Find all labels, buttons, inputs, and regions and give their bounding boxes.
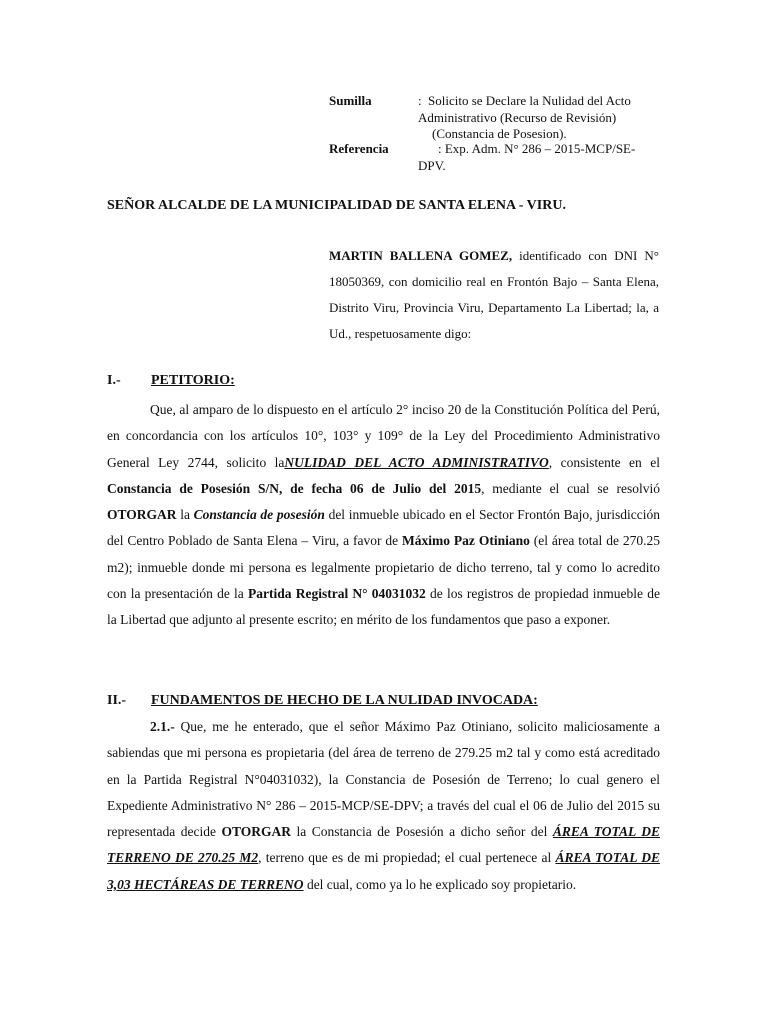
section-2-title: FUNDAMENTOS DE HECHO DE LA NULIDAD INVOCADA: [151,693,538,708]
petitioner-name: MARTIN BALLENA GOMEZ, [329,248,513,263]
referencia-label: Referencia [329,141,389,156]
intro-paragraph [329,243,659,347]
nulidad-emphasis: NULIDAD DEL ACTO ADMINISTRATIVO [284,454,549,470]
text-run: , terreno que es de mi propiedad; el cual pertenece al [258,850,556,866]
sumilla-line-2: Administrativo (Recurso de Revisión) [418,110,617,125]
constancia-emphasis: Constancia de Posesión S/N, de fecha 06 de Julio del 2015 [107,480,482,496]
addressee: SEÑOR ALCALDE DE LA MUNICIPALIDAD DE SANTA ELENA - VIRU. [107,198,566,213]
text-run: (el área total de 270.25 m2); inmueble donde mi persona es legalmente propietario de dicho terreno, tal y como lo acredito con la presentación de la [107,533,660,602]
area-terreno-emphasis: ÁREA TOTAL DE TERRENO DE 270.25 M2 [107,824,660,866]
partida-emphasis: Partida Registral N° 04031032 [248,586,426,602]
fundamentos-paragraph [107,714,660,898]
section-1-number: I.- [107,373,121,388]
sumilla-line-1: Solicito se Declare la Nulidad del Acto [428,93,631,108]
text-run: de los registros de propiedad inmueble de la Libertad que adjunto al presente escrito; en mérito de los fundamentos que paso a exponer. [107,586,660,628]
referencia-line-2: DPV. [418,158,446,173]
text-run: la Constancia de Posesión a dicho señor del [291,824,553,840]
otorgar-emphasis: OTORGAR [107,507,177,523]
sumilla-line-3: (Constancia de Posesion). [432,126,567,141]
section-2-heading [107,693,538,709]
section-1-title: PETITORIO: [151,373,235,388]
text-run: Que, me he enterado, que el señor Máximo Paz Otiniano, solicito maliciosamente a sabiendas que mi persona es propietaria (del área de terreno de 279.25 m2 tal y como está acreditado en la Partida Registral N°04031032), la Constancia de Posesión de Terreno; lo cual genero el Expediente Administrativo N° 286 – 2015-MCP/SE-DPV; a través del cual el 06 de Julio del 2015 su representada decide [107,719,660,840]
petitorio-paragraph [107,397,660,634]
text-run: del cual, como ya lo he explicado soy propietario. [303,876,577,892]
area-hectareas-emphasis: ÁREA TOTAL DE 3,03 HECTÁREAS DE TERRENO [107,850,661,892]
item-number: 2.1.- [150,719,175,734]
text-run: , consistente en el [548,454,660,470]
constancia-posesion-emphasis: Constancia de posesión [193,507,325,523]
referencia-line-1: : Exp. Adm. N° 286 – 2015-MCP/SE- [438,141,636,156]
text-run: del inmueble ubicado en el Sector Frontón Bajo, jurisdicción del Centro Poblado de Santa Elena – Viru, a favor de [107,507,660,549]
text-run: , mediante el cual se resolvió [481,480,660,496]
otorgar-emphasis: OTORGAR [221,824,291,840]
intro-text: identificado con DNI N° 18050369, con domicilio real en Frontón Bajo – Santa Elena, Distrito Viru, Provincia Viru, Departamento La Libertad; la, a Ud., respetuosamente digo: [329,248,659,341]
section-2-number: II.- [107,693,127,708]
text-run: la [176,507,194,523]
section-1-heading [107,373,235,389]
sumilla-separator: : [418,93,422,108]
text-run: Que, al amparo de lo dispuesto en el artículo 2° inciso 20 de la Constitución Política del Perú, en concordancia con los artículos 10°, 103° y 109° de la Ley del Procedimiento Administrativo General Ley 2744, solicito la [107,402,660,470]
sumilla-label: Sumilla [329,93,372,108]
person-name-emphasis: Máximo Paz Otiniano [402,533,530,549]
